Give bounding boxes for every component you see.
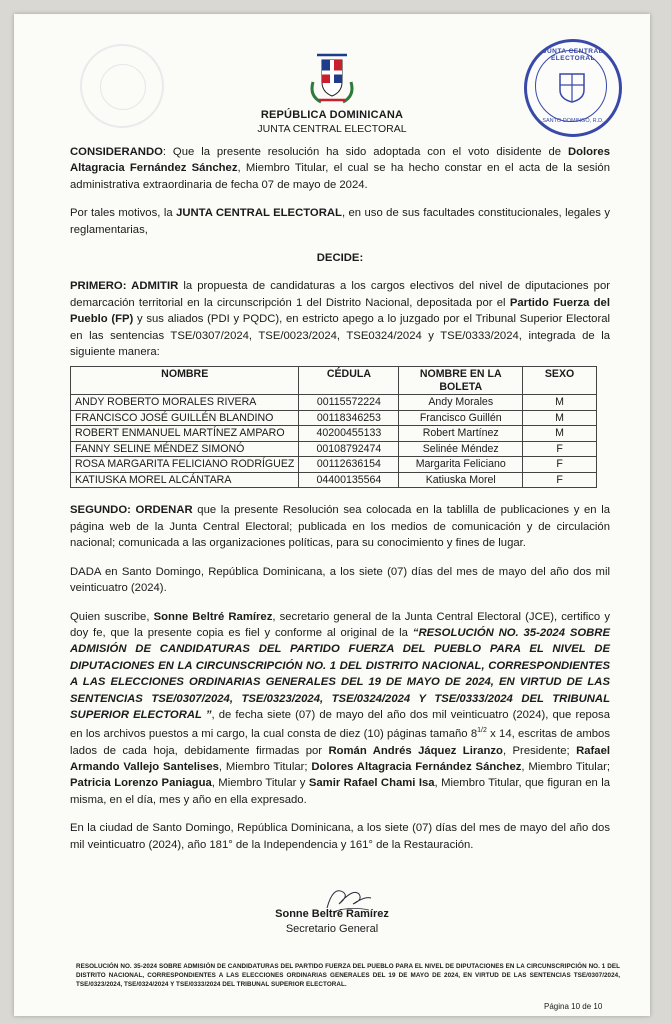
cell-nombre-boleta: Katiuska Morel: [399, 472, 523, 488]
cell-sexo: F: [523, 457, 597, 473]
cell-cedula: 40200455133: [299, 426, 399, 442]
cell-nombre-boleta: Selinée Méndez: [399, 441, 523, 457]
cert-text-9: , Miembro Titular, que figuran en la misma, en el día, mes y año en ella expresado.: [70, 777, 611, 806]
column-header-nombre: NOMBRE: [71, 367, 299, 395]
seal-shield-icon: [557, 70, 587, 104]
cell-nombre: KATIUSKA MOREL ALCÁNTARA: [71, 472, 299, 488]
cell-cedula: 00112636154: [299, 457, 399, 473]
cell-sexo: F: [523, 472, 597, 488]
cell-cedula: 04400135564: [299, 472, 399, 488]
table-row: [71, 410, 597, 426]
primero-text-1: la propuesta de candidaturas a los cargos electivos del nivel de diputaciones por demarcación territorial en la circunscripción 1 del Distrito Nacional, depositada por el: [70, 280, 610, 309]
primero-sep: :: [122, 280, 132, 293]
cell-nombre-boleta: Margarita Feliciano: [399, 457, 523, 473]
closing-paragraph: En la ciudad de Santo Domingo, República Dominicana, a los siete (07) días del mes de mayo del año dos mil veinticuatro (2024), año 181° de la Independencia y 161° de la Restauración.: [70, 822, 610, 851]
footer-resolution-title: RESOLUCIÓN NO. 35-2024 SOBRE ADMISIÓN DE CANDIDATURAS DEL PARTIDO FUERZA DEL PUEBLO PARA EL NIVEL DE DIPUTACIONES EN LA CIRCUNSCRIPCIÓN NO. 1 DEL DISTRITO NACIONAL, CORRESPONDIENTES A LAS ELECCIONES ORDINARIAS GENERALES DEL 19 DE MAYO DE 2024, EN VIRTUD DE LAS SENTENCIAS TSE/0307/2024, TSE/0323/2024, TSE/0324/2024 Y TSE/0333/2024 DEL TRIBUNAL SUPERIOR ELECTORAL.: [76, 963, 620, 988]
cert-text-7: , Miembro Titular;: [521, 760, 611, 773]
signature-name: Sonne Beltré Ramírez: [275, 908, 389, 920]
primero-text-2: y sus aliados (PDI y PQDC), en estricto apego a lo juzgado por el Tribunal Superior Electoral en las sentencias TSE/0307/2024, TSE/0023/2024, TSE0324/2024 y TSE/0333/2024, integrada de la siguiente manera:: [70, 313, 610, 359]
por-tales-text-2: , en uso de sus facultades constitucionales, legales y reglamentarias,: [70, 207, 610, 236]
cell-cedula: 00118346253: [299, 410, 399, 426]
signer-member-1: Rafael Armando Vallejo Santelises: [70, 744, 611, 773]
header-country: REPÚBLICA DOMINICANA: [260, 109, 404, 121]
segundo-verb: ORDENAR: [135, 504, 193, 517]
segundo-label: SEGUNDO: [70, 504, 128, 517]
document-body: [70, 144, 610, 865]
signer-member-2: Dolores Altagracia Fernández Sánchez: [311, 760, 522, 773]
cert-text-8: , Miembro Titular y: [211, 777, 309, 790]
signature-title: Secretario General: [285, 923, 379, 935]
table-row: [71, 457, 597, 473]
cell-sexo: F: [523, 441, 597, 457]
cell-nombre: ROSA MARGARITA FELICIANO RODRÍGUEZ: [71, 457, 299, 473]
official-seal-bottom-text: SANTO DOMINGO, R.D.: [542, 118, 604, 124]
primero-verb: ADMITIR: [131, 280, 179, 293]
cert-text-1: Quien suscribe,: [70, 610, 154, 623]
cell-nombre: FANNY SELINE MÉNDEZ SIMONÓ: [71, 441, 299, 457]
dada-paragraph: DADA en Santo Domingo, República Dominicana, a los siete (07) días del mes de mayo del año dos mil veinticuatro (2024).: [70, 565, 610, 595]
primero-label: PRIMERO: [70, 280, 123, 293]
cert-text-3: , de fecha siete (07) de mayo del año dos mil veinticuatro (2024), que reposa en los archivos puestos a mi cargo, la cual consta de diez (10) páginas tamaño 8: [70, 708, 610, 741]
cell-nombre-boleta: Andy Morales: [399, 395, 523, 411]
coat-of-arms-icon: [307, 52, 357, 106]
header-institution: JUNTA CENTRAL ELECTORAL: [257, 123, 407, 135]
cert-text-5: , Presidente;: [502, 744, 577, 757]
table-row: [71, 472, 597, 488]
cell-sexo: M: [523, 426, 597, 442]
certification-paragraph: [70, 609, 610, 809]
signer-member-4: Samir Rafael Chami Isa: [308, 777, 435, 790]
column-header-cedula: CÉDULA: [299, 367, 399, 395]
signer-president: Román Andrés Jáquez Liranzo: [328, 744, 503, 757]
official-seal-top-text: JUNTA CENTRAL ELECTORAL: [542, 48, 604, 62]
considerando-text-2: , Miembro Titular, el cual se ha hecho constar en el acta de la sesión administrativa extraordinaria de fecha 07 de mayo de 2024.: [70, 162, 610, 191]
column-header-sexo: SEXO: [523, 367, 597, 395]
cert-fraction: 1/2: [477, 727, 487, 735]
page-number: Página 10 de 10: [544, 1002, 603, 1011]
candidates-table: [70, 366, 597, 488]
cert-text-6: , Miembro Titular;: [218, 760, 312, 773]
segundo-text: que la presente Resolución sea colocada en la tablilla de publicaciones y en la página web de la Junta Central Electoral; publicada en los medios de comunicación y de circulación nacional; comunicada a las organizaciones políticas, para su conocimiento y fines de lugar.: [70, 504, 610, 550]
primero-paragraph: [70, 278, 610, 360]
cell-cedula: 00115572224: [299, 395, 399, 411]
considerando-text-1: : Que la presente resolución ha sido adoptada con el voto disidente de: [162, 146, 568, 158]
cell-nombre-boleta: Francisco Guillén: [399, 410, 523, 426]
considerando-label: CONSIDERANDO: [70, 146, 163, 158]
signer-member-3: Patricia Lorenzo Paniagua: [70, 777, 212, 790]
column-header-nombre-boleta: NOMBRE EN LA BOLETA: [399, 367, 523, 395]
table-row: [71, 441, 597, 457]
cell-cedula: 00108792474: [299, 441, 399, 457]
cert-text-2: , secretario general de la Junta Central Electoral (JCE), certifico y doy fe, que la presente copia es fiel y conforme al original de la: [70, 610, 610, 639]
cert-resolution-title: “RESOLUCIÓN NO. 35-2024 SOBRE ADMISIÓN DE CANDIDATURAS DEL PARTIDO FUERZA DEL PUEBLO PARA EL NIVEL DE DIPUTACIONES EN LA CIRCUNSCRIPCIÓN NO. 1 DEL DISTRITO NACIONAL, CORRESPONDIENTES A LAS ELECCIONES ORDINARIAS GENERALES DEL 19 DE MAYO DE 2024, EN VIRTUD DE LAS SENTENCIAS TSE/0307/2024, TSE/0323/2024, TSE/0324/2024 Y TSE/0333/2024 DEL TRIBUNAL SUPERIOR ELECTORAL ”: [70, 626, 610, 721]
segundo-sep: :: [127, 504, 136, 517]
cell-nombre: ROBERT ENMANUEL MARTÍNEZ AMPARO: [71, 426, 299, 442]
cell-sexo: M: [523, 395, 597, 411]
signature-block: [14, 907, 650, 937]
primero-party: Partido Fuerza del Pueblo (FP): [70, 296, 610, 326]
cell-nombre-boleta: Robert Martínez: [399, 426, 523, 442]
considerando-paragraph: [70, 144, 610, 193]
cert-secretary-name: Sonne Beltré Ramírez: [153, 610, 273, 623]
table-header-row: [71, 367, 597, 395]
por-tales-paragraph: [70, 205, 610, 238]
document-page: [14, 14, 650, 1016]
segundo-paragraph: [70, 502, 610, 551]
cell-nombre: ANDY ROBERTO MORALES RIVERA: [71, 395, 299, 411]
decide-heading: DECIDE:: [316, 252, 364, 265]
considerando-name: Dolores Altagracia Fernández Sánchez: [70, 146, 610, 175]
table-row: [71, 426, 597, 442]
cert-text-4: x 14, escritas de ambos lados de cada hoja, debidamente firmadas por: [70, 728, 610, 757]
por-tales-text-1: Por tales motivos, la: [70, 207, 177, 220]
table-row: [71, 395, 597, 411]
cell-nombre: FRANCISCO JOSÉ GUILLÉN BLANDINO: [71, 410, 299, 426]
cell-sexo: M: [523, 410, 597, 426]
faded-seal-inner: [100, 64, 146, 110]
por-tales-org: JUNTA CENTRAL ELECTORAL: [176, 207, 342, 220]
